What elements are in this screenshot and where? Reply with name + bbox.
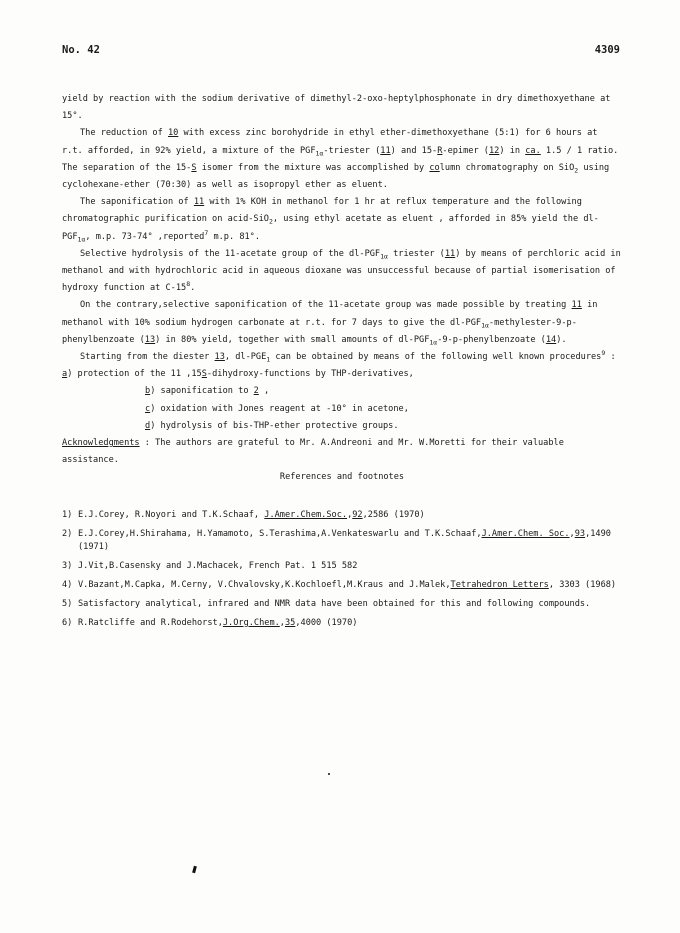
compound-ref: 12	[488, 145, 500, 156]
procedure-list	[145, 383, 622, 435]
list-item: d) hydrolysis of bis-THP-ether protective groups.	[145, 420, 399, 431]
citation-sup: 8	[186, 280, 191, 289]
paragraph-4: Selective hydrolysis of the 11-acetate group of the $dl-PGF_{1\alpha}$ triester (11) by means of perchloric acid in methanol and with hydrochloric acid in aqueous dioxane was unsuccessful because of partial isomerisation of hydroxy function at $C-15^8$.	[62, 248, 621, 294]
paragraph-2: The reduction of 10 with excess zinc borohydride in ethyl ether-dimethoxyethane (5:1) for 6 hours at r.t. afforded, in 92% yield, a mixture of the $PGF_{1\alpha}$-triester (11) and 15-R-epimer (12) in ca. 1.5 / 1 ratio. The separation of the 15-S isomer from the mixture was accomplished by column chromatography on SiO$_2$ using cyclohexane-ether (70:30) as well as isopropyl ether as eluent.	[62, 128, 619, 191]
compound-ref: 11	[380, 145, 391, 156]
compound-ref: 10	[167, 128, 179, 139]
acknowledgments-label: Acknowledgments	[62, 438, 140, 449]
paragraph-5: On the contrary,selective saponification of the 11-acetate group was made possible by treating 11 in methanol with 10% sodium hydrogen carbonate at r.t. for 7 days to give the $dl-PGF_{1\alpha}-methylester-9-p$-phenylbenzoate (13) in 80% yield, together with small amounts of $dl-PGF_{1\alpha}-9-p$-phenylbenzoate (14).	[62, 300, 598, 347]
journal-title: J.Org.Chem.	[222, 617, 280, 628]
reference-item: 4) V.Bazant,M.Capka, M.Cerny, V.Chvalovsky,K.Kochloefl,M.Kraus and J.Malek,Tetrahedron Letters, 3303 (1968)	[62, 579, 617, 590]
compound-ref: 11	[571, 300, 582, 311]
journal-title: Tetrahedron Letters	[450, 579, 549, 590]
list-item: c) oxidation with Jones reagent at -10° in acetone,	[145, 403, 409, 414]
compound-ref: 11	[444, 248, 456, 259]
compound-ref: 14	[545, 334, 557, 345]
journal-number: No. 42	[62, 44, 100, 56]
paragraph-6: Starting from the diester 13, $dl-PGE_1$ can be obtained by means of the following well known procedures$^9$ : a) protection of the 11 ,15S-dihydroxy-functions by THP-derivatives,	[62, 349, 616, 380]
paragraph-3: The saponification of 11 with 1% KOH in methanol for 1 hr at reflux temperature and the following chromatographic purification on acid-SiO$_2$, using ethyl acetate as eluent , afforded in 85% yield the $dl-PGF_{1\alpha}$, m.p. 73-74° ,reported$^7$ m.p. 81°.	[62, 197, 599, 244]
ink-speck	[328, 773, 330, 775]
journal-title: J.Amer.Chem. Soc.	[481, 528, 570, 539]
references-list	[62, 509, 622, 630]
compound-ref: 13	[214, 352, 225, 363]
citation-sup: 7	[204, 228, 209, 237]
reference-item: 3) J.Vit,B.Casensky and J.Machacek, French Pat. 1 515 582	[62, 560, 358, 571]
body-text	[62, 91, 622, 636]
compound-ref: 13	[144, 334, 156, 345]
citation-sup: 9	[601, 349, 606, 358]
list-item: b) saponification to 2 ,	[145, 386, 270, 397]
reference-item: 5) Satisfactory analytical, infrared and NMR data have been obtained for this and following compounds.	[62, 598, 591, 609]
reference-item: 2) E.J.Corey,H.Shirahama, H.Yamamoto, S.Terashima,A.Venkateswarlu and T.K.Schaaf,J.Amer.Chem. Soc.,93,1490 (1971)	[62, 528, 611, 552]
journal-title: J.Amer.Chem.Soc.	[264, 509, 348, 520]
references-heading: References and footnotes	[279, 472, 405, 483]
page-header	[62, 44, 620, 60]
reference-item: 6) R.Ratcliffe and R.Rodehorst,J.Org.Chem.,35,4000 (1970)	[62, 617, 358, 628]
acknowledgments: Acknowledgments : The authors are grateful to Mr. A.Andreoni and Mr. W.Moretti for their valuable assistance.	[62, 438, 564, 466]
page-number: 4309	[594, 44, 620, 56]
ink-mark	[192, 866, 197, 874]
paragraph-1: yield by reaction with the sodium derivative of dimethyl-2-oxo-heptylphosphonate in dry dimethoxyethane at 15°.	[62, 94, 611, 122]
compound-ref: 11	[193, 197, 205, 208]
reference-item: 1) E.J.Corey, R.Noyori and T.K.Schaaf, J.Amer.Chem.Soc.,92,2586 (1970)	[62, 509, 425, 520]
